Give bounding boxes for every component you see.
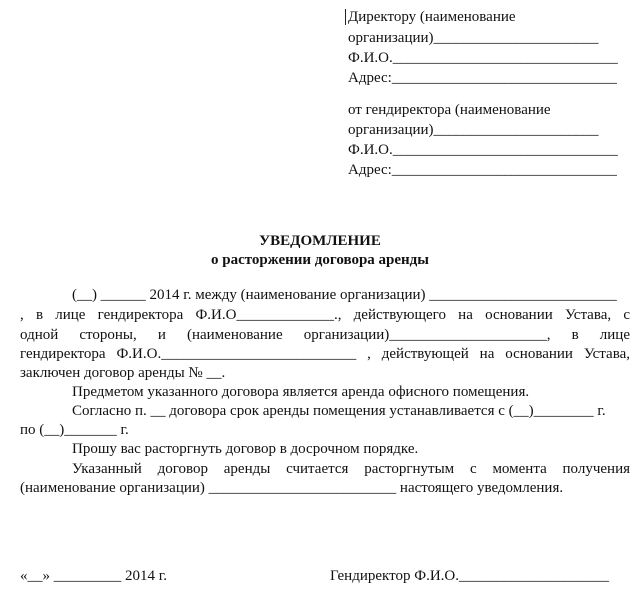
body-line-8: по (__)_______ г.	[20, 422, 129, 438]
body-line-5: заключен договор аренды № __.	[20, 365, 226, 381]
body-line-9: Прошу вас расторгнуть договор в досрочном порядке.	[72, 441, 419, 457]
body-line-2: , в лице гендиректора Ф.И.О_____________., действующего на основании Устава, с	[20, 307, 630, 323]
body-line-7: Согласно п. __ договора срок аренды помещения устанавливается с (__)________ г.	[72, 403, 606, 419]
body-line-6: Предметом указанного договора является аренда офисного помещения.	[72, 384, 530, 400]
text-cursor	[345, 9, 346, 25]
from-label: от гендиректора (наименование	[348, 102, 551, 118]
body-line-3: одной стороны, и (наименование организации)_____________________, в лице	[20, 327, 630, 343]
document-title: УВЕДОМЛЕНИЕ	[259, 233, 381, 249]
document-subtitle: о расторжении договора аренды	[211, 252, 429, 268]
body-line-1: (__) ______ 2014 г. между (наименование организации) _________________________	[72, 287, 617, 303]
body-line-4: гендиректора Ф.И.О.__________________________ , действующей на основании Устава,	[20, 346, 630, 362]
signature-field: Гендиректор Ф.И.О.____________________	[330, 568, 609, 584]
body-line-10: Указанный договор аренды считается расторгнутым с момента получения	[72, 461, 630, 477]
to-address-field: Адрес:______________________________	[348, 70, 617, 86]
to-label: Директору (наименование	[348, 9, 516, 25]
body-line-11: (наименование организации) _________________________ настоящего уведомления.	[20, 480, 564, 496]
from-organization-field: организации)______________________	[348, 122, 599, 138]
to-fio-field: Ф.И.О.______________________________	[348, 50, 618, 66]
to-organization-field: организации)______________________	[348, 30, 599, 46]
from-address-field: Адрес:______________________________	[348, 162, 617, 178]
date-field: «__» _________ 2014 г.	[20, 568, 167, 584]
from-fio-field: Ф.И.О.______________________________	[348, 142, 618, 158]
